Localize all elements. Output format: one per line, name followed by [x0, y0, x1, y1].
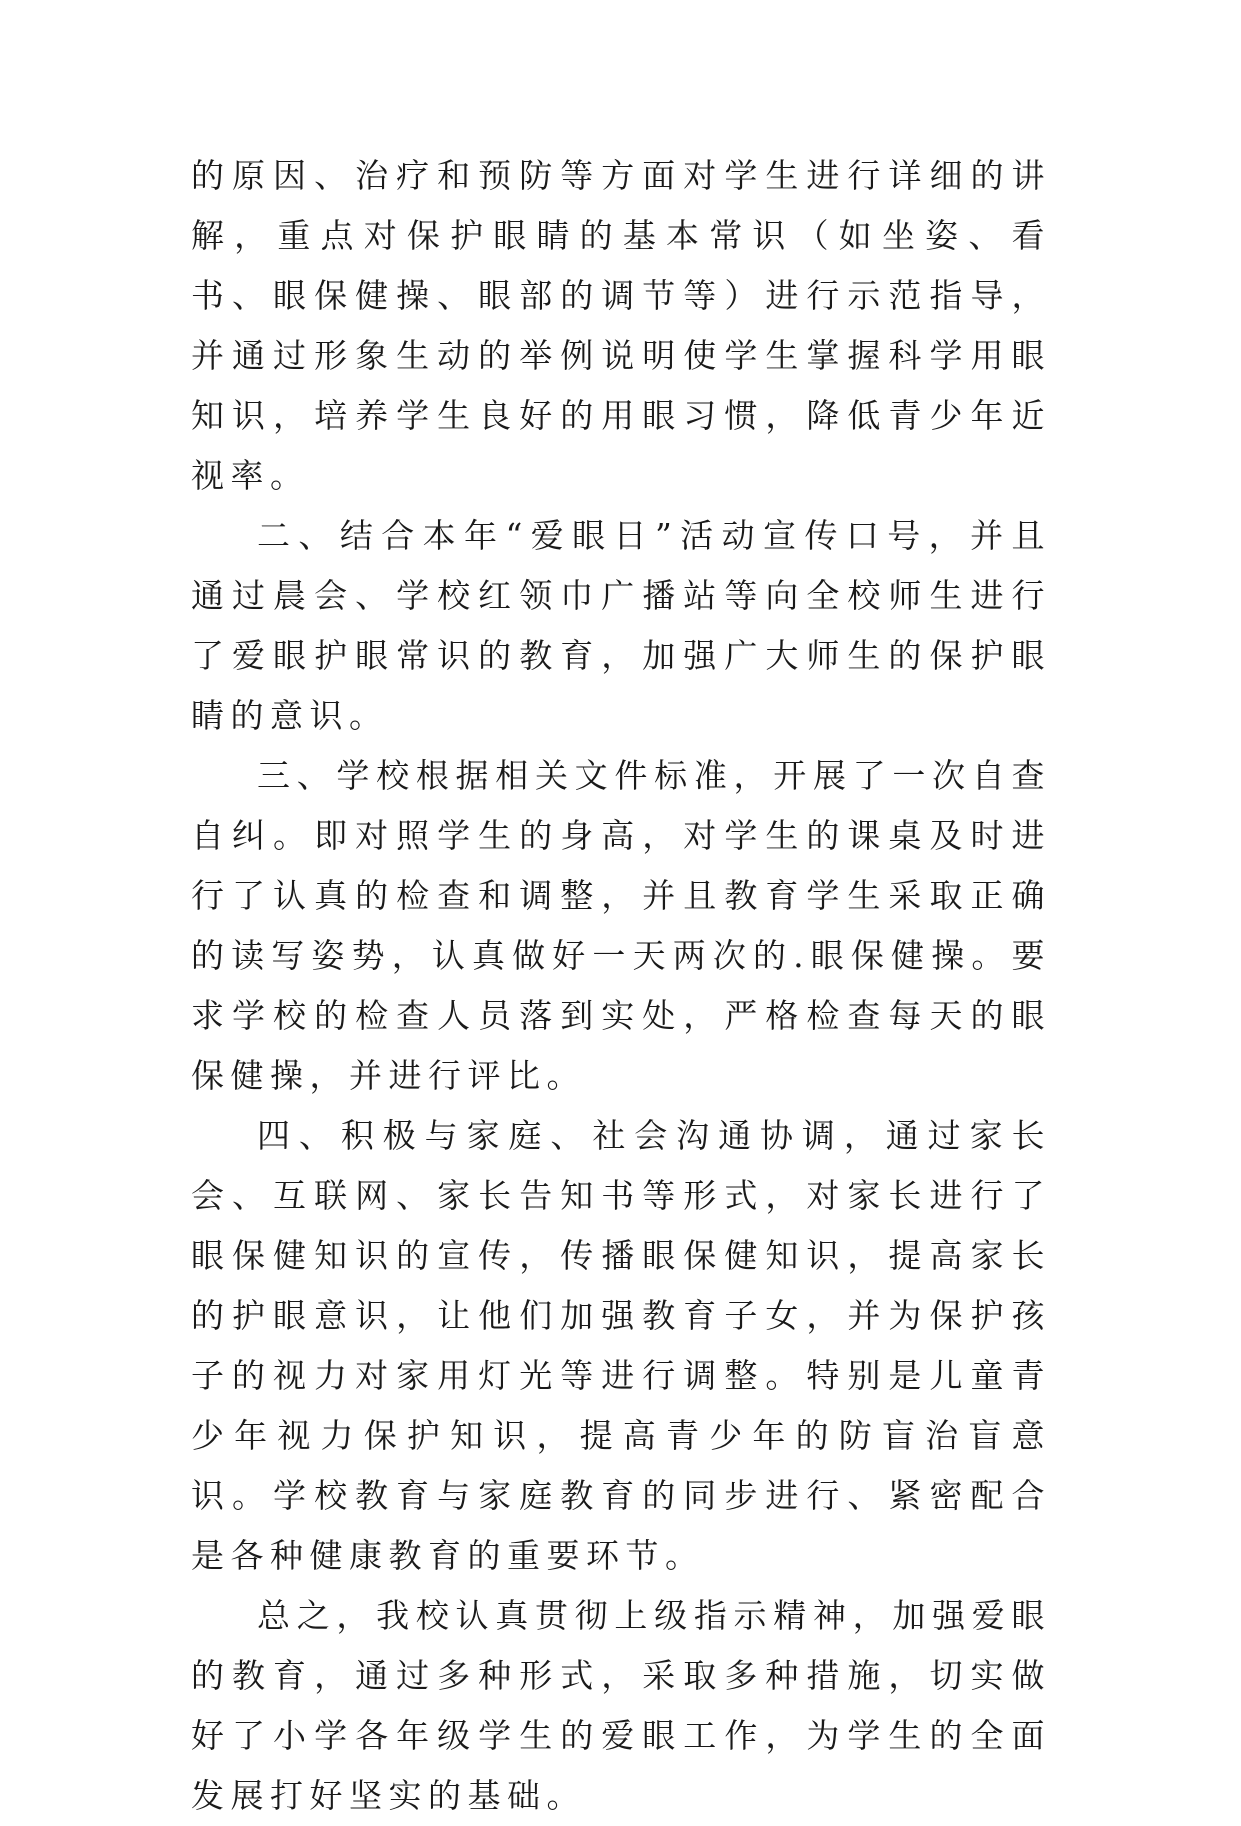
paragraph-conclusion: 总之，我校认真贯彻上级指示精神，加强爱眼的教育，通过多种形式，采取多种措施，切实做好了小学各年级学生的爱眼工作，为学生的全面发展打好坚实的基础。 [191, 1596, 1051, 1815]
document-body [191, 146, 1051, 1826]
paragraph-section-four: 四、积极与家庭、社会沟通协调，通过家长会、互联网、家长告知书等形式，对家长进行了眼保健知识的宣传，传播眼保健知识，提高家长的护眼意识，让他们加强教育子女，并为保护孩子的视力对家用灯光等进行调整。特别是儿童青少年视力保护知识，提高青少年的防盲治盲意识。学校教育与家庭教育的同步进行、紧密配合是各种健康教育的重要环节。 [191, 1116, 1051, 1575]
paragraph-continuation: 的原因、治疗和预防等方面对学生进行详细的讲解，重点对保护眼睛的基本常识（如坐姿、看书、眼保健操、眼部的调节等）进行示范指导，并通过形象生动的举例说明使学生掌握科学用眼知识，培养学生良好的用眼习惯，降低青少年近视率。 [191, 156, 1051, 495]
paragraph-section-three: 三、学校根据相关文件标准，开展了一次自查自纠。即对照学生的身高，对学生的课桌及时进行了认真的检查和调整，并且教育学生采取正确的读写姿势，认真做好一天两次的.眼保健操。要求学校的检查人员落到实处，严格检查每天的眼保健操，并进行评比。 [191, 756, 1051, 1095]
paragraph-section-two: 二、结合本年“爱眼日”活动宣传口号，并且通过晨会、学校红领巾广播站等向全校师生进行了爱眼护眼常识的教育，加强广大师生的保护眼睛的意识。 [191, 516, 1051, 735]
